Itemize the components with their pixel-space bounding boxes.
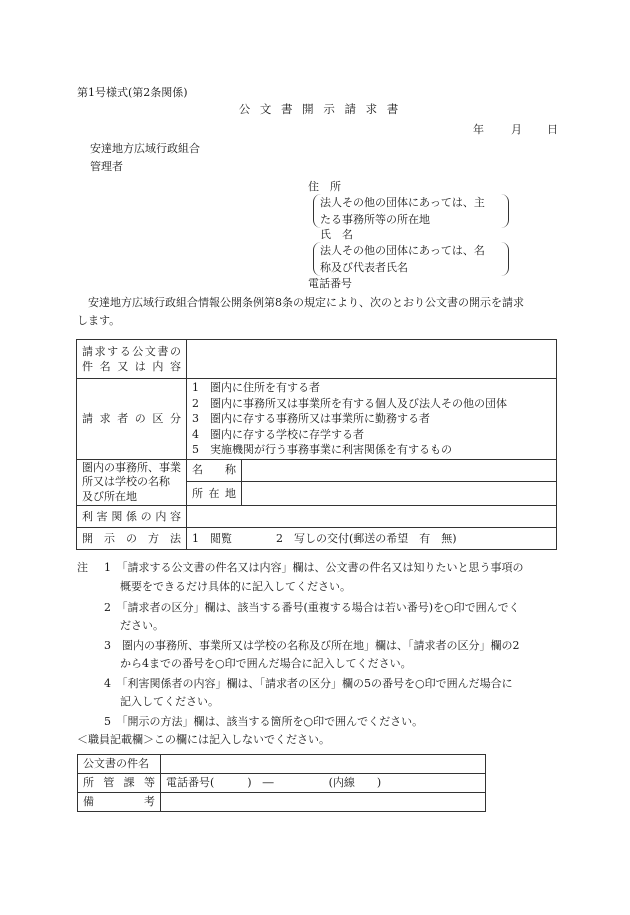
row-interest-label: 利害関係の内容 [77, 506, 187, 528]
document-field[interactable] [187, 340, 557, 379]
row-interest [77, 506, 557, 528]
address-note-line2: たる事務所等の所在地 [320, 213, 430, 226]
row-method-label: 開示の方法 [77, 528, 187, 550]
page-title: 公 文 書 開 示 請 求 書 [238, 102, 402, 116]
phone-label: 電話番号 [308, 277, 352, 290]
date-month: 月 [511, 123, 522, 136]
facility-location-field[interactable] [242, 481, 557, 505]
date-year: 年 [473, 123, 484, 136]
address-label: 住 所 [308, 180, 341, 193]
staff-row-department [78, 774, 486, 793]
staff-heading: ＜職員記載欄＞この欄には記入しないでください。 [77, 733, 330, 746]
note-3a: 3 圏内の事務所、事業所又は学校の名称及び所在地」欄は、「請求者の区分」欄の2 [104, 639, 520, 652]
note-1b: 概要をできるだけ具体的に記入してください。 [120, 580, 351, 593]
note-3b: から4までの番号を○印で囲んだ場合に記入してください。 [120, 657, 412, 670]
row-document [77, 340, 557, 379]
interest-field[interactable] [187, 506, 557, 528]
category-item[interactable]: 4 圏内に存する学校に存学する者 [192, 427, 364, 441]
staff-department-phone[interactable]: 電話番号( ) ― (内線 ) [161, 774, 486, 793]
name-note [313, 242, 509, 276]
category-item[interactable]: 1 圏内に住所を有する者 [192, 381, 320, 394]
row-facility-name [77, 459, 557, 481]
category-list [187, 379, 557, 460]
facility-location-label: 所在地 [187, 481, 242, 505]
row-facility-label: 圏内の事務所、事業 所又は学校の名称 及び所在地 [77, 459, 187, 506]
row-method [77, 528, 557, 550]
staff-document-field[interactable] [161, 755, 486, 774]
addressee-org: 安達地方広域行政組合 [90, 142, 200, 155]
staff-row-document [78, 755, 486, 774]
form-number: 第1号様式(第2条関係) [77, 86, 188, 99]
staff-remarks-field[interactable] [161, 793, 486, 812]
date-day: 日 [547, 123, 558, 136]
note-5a: 5 「開示の方法」欄は、該当する箇所を○印で囲んでください。 [104, 715, 424, 728]
intro-line2: します。 [77, 314, 121, 327]
address-note [313, 194, 509, 228]
facility-name-label: 名 称 [187, 459, 242, 481]
note-1a: 1 「請求する公文書の件名又は内容」欄は、公文書の件名又は知りたいと思う事項の [104, 561, 524, 574]
staff-department-label: 所管課等 [78, 774, 161, 793]
staff-document-label: 公文書の件名 [78, 755, 161, 774]
name-label: 氏 名 [320, 228, 353, 241]
row-document-label: 請求する公文書の 件名又は内容 [77, 340, 187, 379]
note-2b: ださい。 [120, 619, 164, 632]
row-category-label: 請求者の区分 [77, 379, 187, 460]
note-4a: 4 「利害関係者の内容」欄は、「請求者の区分」欄の5の番号を○印で囲んだ場合に [104, 677, 513, 690]
category-item[interactable]: 2 圏内に事務所又は事業所を有する個人及び法人その他の団体 [192, 396, 507, 410]
request-table [76, 339, 557, 550]
address-note-line1: 法人その他の団体にあっては、主 [320, 196, 485, 209]
category-item[interactable]: 5 実施機関が行う事務事業に利害関係を有するもの [192, 443, 452, 456]
notes-head: 注 [77, 561, 88, 574]
row-category [77, 379, 557, 460]
staff-table [77, 754, 486, 812]
name-note-line2: 称及び代表者氏名 [320, 261, 408, 274]
intro-line1: 安達地方広域行政組合情報公開条例第8条の規定により、次のとおり公文書の開示を請求 [88, 296, 524, 309]
method-options[interactable]: 1 閲覧 2 写しの交付(郵送の希望 有 無) [187, 528, 557, 550]
name-note-line1: 法人その他の団体にあっては、名 [320, 244, 485, 257]
facility-name-field[interactable] [242, 459, 557, 481]
addressee-role: 管理者 [90, 160, 123, 173]
staff-remarks-label: 備考 [78, 793, 161, 812]
staff-row-remarks [78, 793, 486, 812]
note-2a: 2 「請求者の区分」欄は、該当する番号(重複する場合は若い番号)を○印で囲んでく [104, 601, 520, 614]
note-4b: 記入してください。 [120, 695, 219, 708]
category-item[interactable]: 3 圏内に存する事務所又は事業所に勤務する者 [192, 412, 430, 425]
